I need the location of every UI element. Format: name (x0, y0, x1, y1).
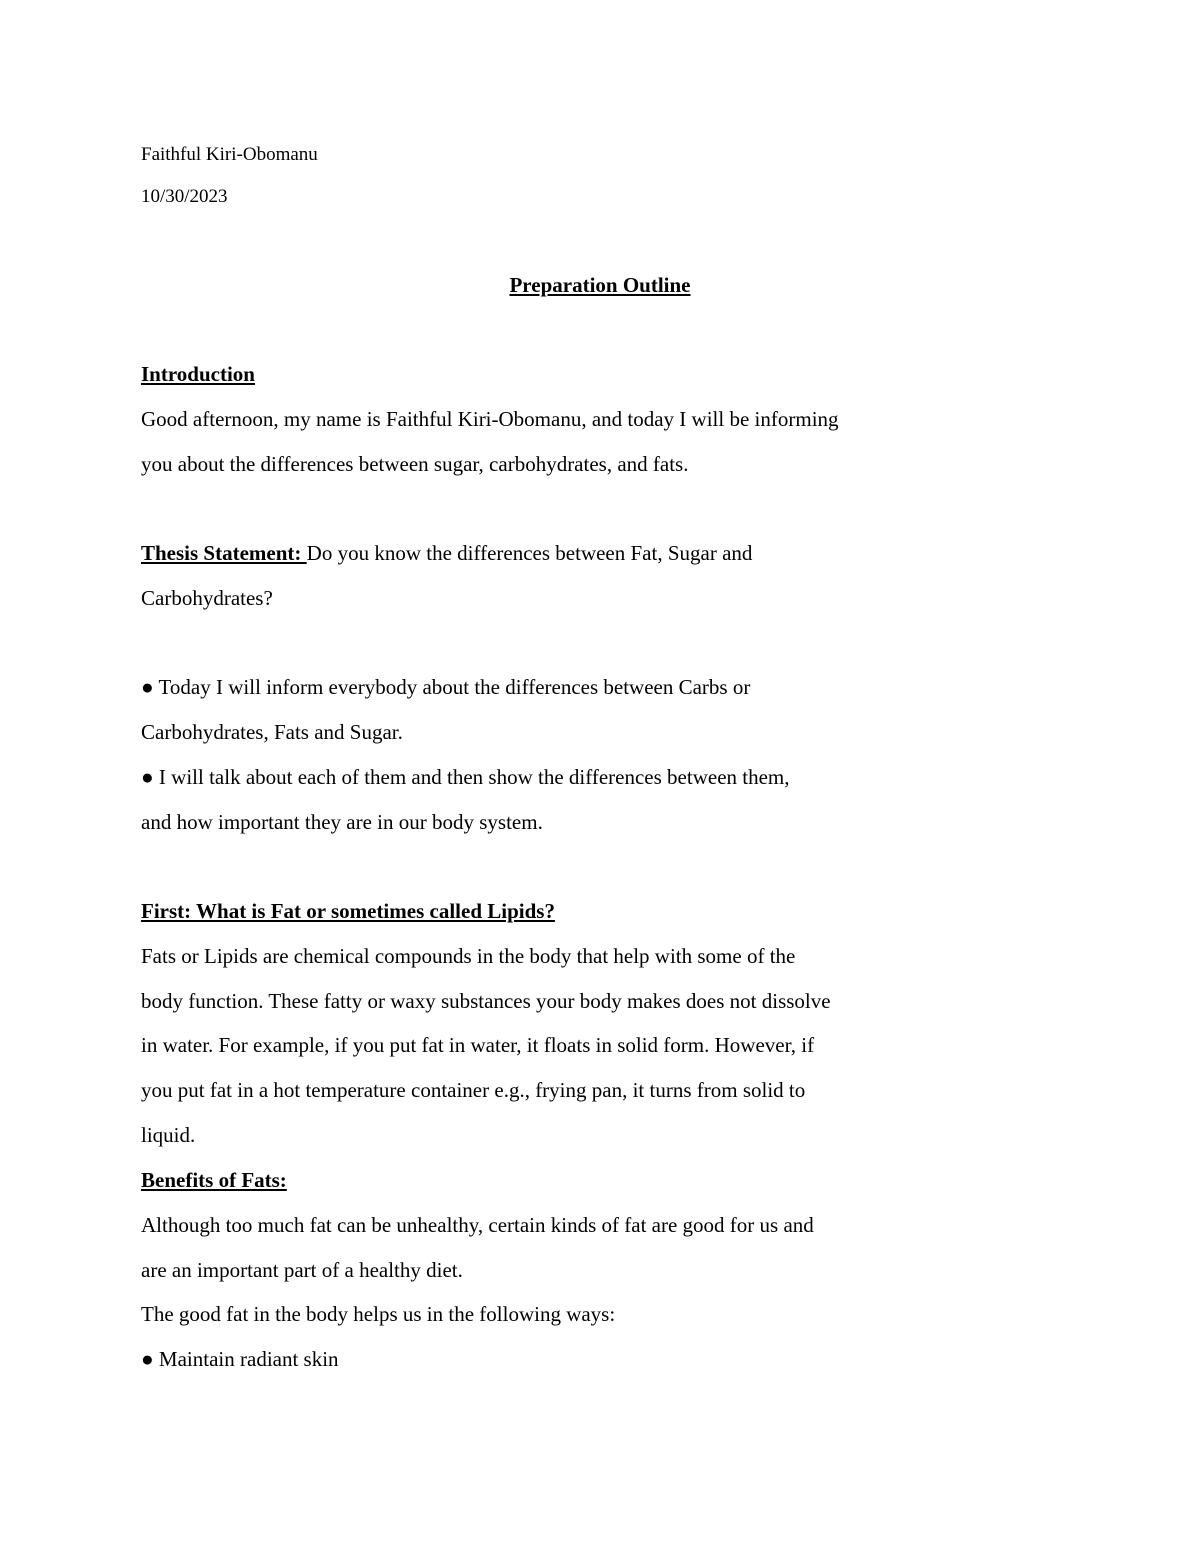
thesis-label: Thesis Statement: (141, 541, 307, 565)
fat-section-line: in water. For example, if you put fat in water, it floats in solid form. However, if (141, 1033, 815, 1057)
document-title: Preparation Outline (509, 273, 691, 297)
introduction-line: you about the differences between sugar, carbohydrates, and fats. (141, 452, 689, 476)
thesis-text-continued: Carbohydrates? (141, 586, 273, 610)
fat-section-line: body function. These fatty or waxy substances your body makes does not dissolve (141, 989, 831, 1013)
thesis-text: Do you know the differences between Fat, Sugar and (306, 541, 753, 565)
document-date: 10/30/2023 (141, 186, 228, 207)
preview-bullet: ● I will talk about each of them and then show the differences between them, (141, 765, 790, 789)
preview-bullet-continued: and how important they are in our body system. (141, 810, 543, 834)
fat-section-line: Fats or Lipids are chemical compounds in the body that help with some of the (141, 944, 796, 968)
introduction-line: Good afternoon, my name is Faithful Kiri-Obomanu, and today I will be informing (141, 407, 839, 431)
benefits-line: Although too much fat can be unhealthy, certain kinds of fat are good for us and (141, 1213, 814, 1237)
benefits-line: The good fat in the body helps us in the following ways: (141, 1302, 616, 1326)
thesis-statement (141, 540, 752, 566)
introduction-heading: Introduction (141, 362, 255, 386)
benefits-line: are an important part of a healthy diet. (141, 1258, 463, 1282)
benefits-bullet: ● Maintain radiant skin (141, 1347, 339, 1371)
preview-bullet: ● Today I will inform everybody about the differences between Carbs or (141, 675, 751, 699)
fat-section-heading: First: What is Fat or sometimes called Lipids? (141, 899, 555, 923)
preview-bullet-continued: Carbohydrates, Fats and Sugar. (141, 720, 403, 744)
fat-section-line: you put fat in a hot temperature container e.g., frying pan, it turns from solid to (141, 1078, 806, 1102)
fat-section-line: liquid. (141, 1123, 196, 1147)
author-name: Faithful Kiri-Obomanu (141, 144, 318, 165)
benefits-heading: Benefits of Fats: (141, 1168, 287, 1192)
